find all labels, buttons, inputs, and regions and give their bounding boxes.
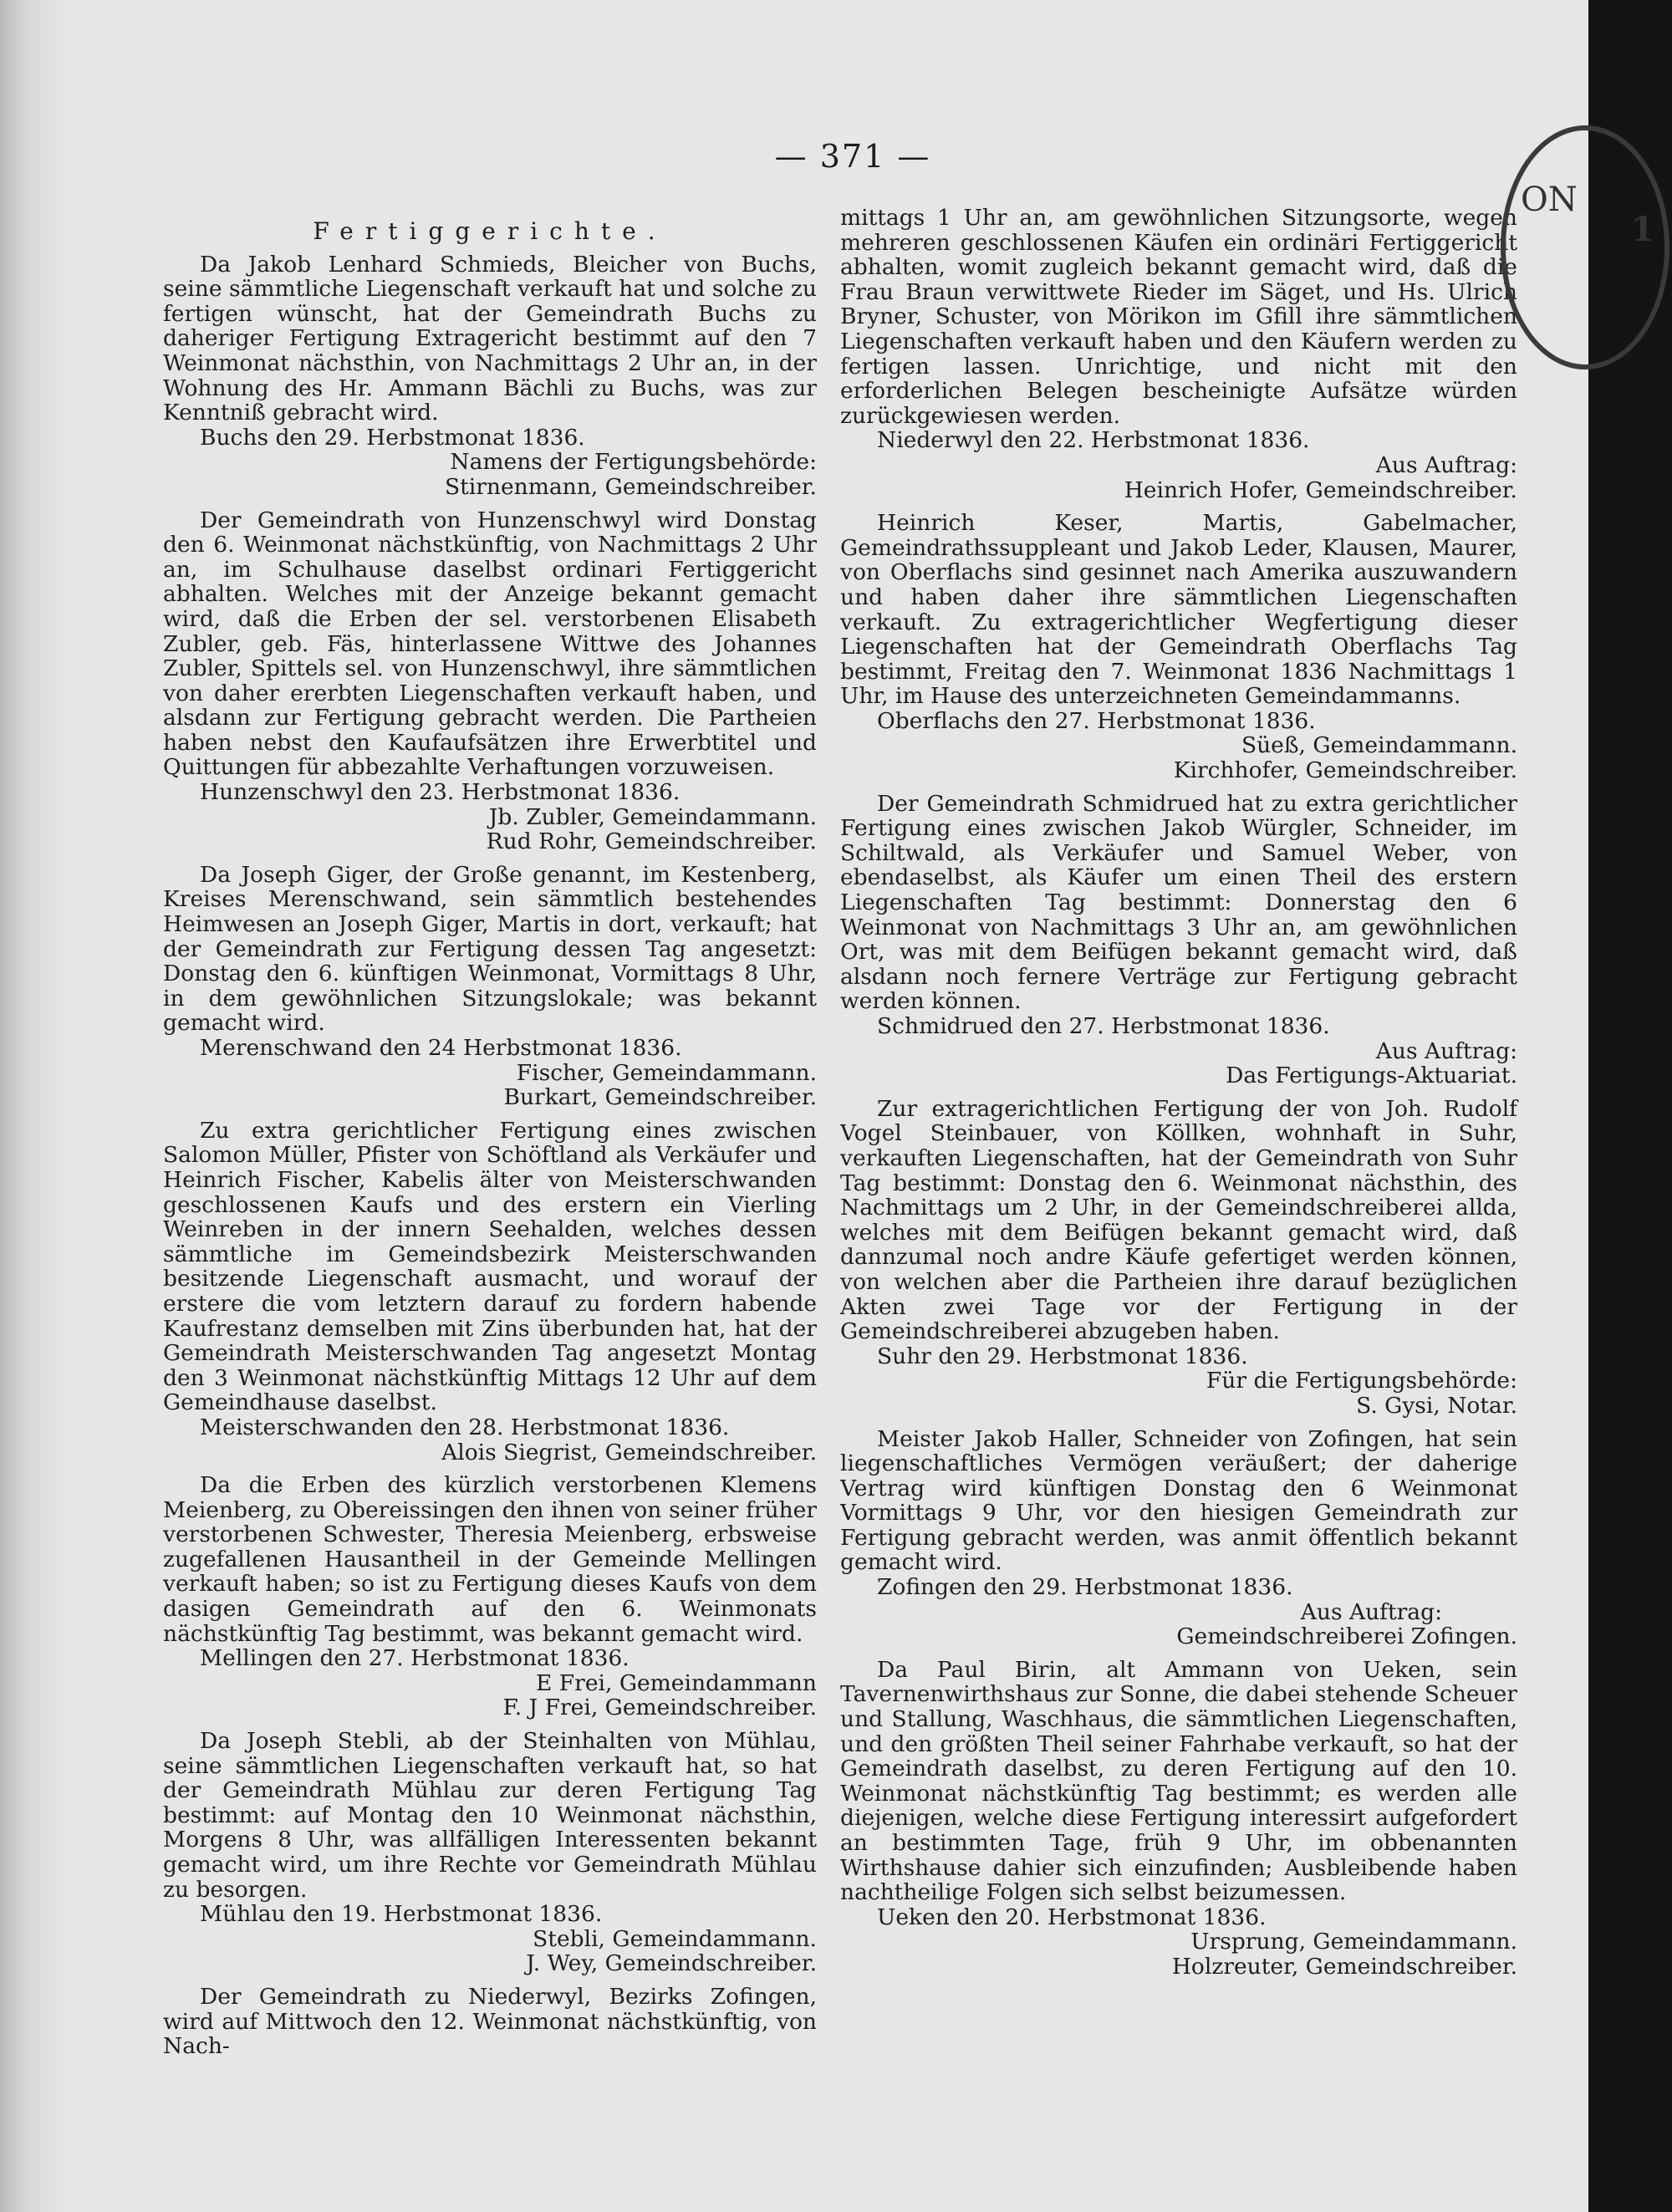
notice-paragraph: Da Jakob Lenhard Schmieds, Bleicher von Buchs, seine sämmtliche Liegenschaft verkauft hat und solche zu fertigen wünscht, hat der Gemeindrath Buchs zu daheriger Fertigung Extragericht bestimmt auf den 7 Weinmonat nächsthin, von Nachmittags 2 Uhr an, in der Wohnung des Hr. Ammann Bächli zu Buchs, was zur Kenntniß gebracht wird. (163, 251, 817, 426)
stamp-text: ON (1521, 181, 1578, 219)
notice-paragraph: Zu extra gerichtlicher Fertigung eines zwischen Salomon Müller, Pfister von Schöftland als Verkäufer und Heinrich Fischer, Kabelis älter von Meisterschwanden geschlossenen Kaufs und des erstern ein Vierling Weinreben in der innern Seehalden, welches dessen sämmtliche im Gemeindsbezirk Meisterschwanden besitzende Liegenschaft ausmacht, und worauf der erstere die vom letztern darauf zu fordern habende Kaufrestanz demselben mit Zins überbunden hat, hat der Gemeindrath Meisterschwanden Tag angesetzt Montag den 3 Weinmonat nächstkünftig Mittags 12 Uhr auf dem Gemeindhause daselbst. (163, 1117, 817, 1416)
notice-signature: Aus Auftrag: (1375, 1037, 1517, 1064)
notice-dateline: Schmidrued den 27. Herbstmonat 1836. (877, 1013, 1330, 1039)
notice-signature: E Frei, Gemeindammann (536, 1669, 817, 1696)
notice-separator (840, 1419, 1517, 1427)
notice-paragraph: Da Joseph Giger, der Große genannt, im Kestenberg, Kreises Merenschwand, sein sämmtlich bestehendes Heimwesen an Joseph Giger, Martis in dort, verkauft; hat der Gemeindrath zur Fertigung dessen Tag angesetzt: Donstag den 6. künftigen Weinmonat, Vormittags 8 Uhr, in dem gewöhnlichen Sitzungslokale; was bekannt gemacht wird. (163, 861, 817, 1037)
notice-dateline: Hunzenschwyl den 23. Herbstmonat 1836. (200, 779, 681, 806)
notice-paragraph: Da Joseph Stebli, ab der Steinhalten von Mühlau, seine sämmtlichen Liegenschaften verkauft hat, so hat der Gemeindrath Mühlau zur deren Fertigung Tag bestimmt: auf Montag den 10 Weinmonat nächsthin, Morgens 8 Uhr, was allfälligen Interessenten bekannt gemacht wird, um ihre Rechte vor Gemeindrath Mühlau zu besorgen. (163, 1728, 817, 1903)
notice-paragraph: Da die Erben des kürzlich verstorbenen Klemens Meienberg, zu Obereissingen den ihnen von seiner früher verstorbenen Schwester, Theresia Meienberg, erbsweise zugefallenen Hausantheil in der Gemeinde Mellingen verkauft haben; so ist zu Fertigung dieses Kaufs von dem dasigen Gemeindrath auf den 6. Weinmonats nächstkünftig Tag bestimmt, was bekannt gemacht wird. (163, 1472, 817, 1647)
notice-dateline: Meisterschwanden den 28. Herbstmonat 1836. (200, 1414, 730, 1440)
notice-signature: Stirnenmann, Gemeindschreiber. (444, 473, 817, 500)
notice-signature: Kirchhofer, Gemeindschreiber. (1173, 757, 1517, 784)
notice-signature: S. Gysi, Notar. (1356, 1392, 1517, 1419)
page-binding-shadow (0, 0, 67, 2212)
notice-paragraph: Meister Jakob Haller, Schneider von Zofingen, hat sein liegenschaftliches Vermögen veräußert; der daherige Vertrag wird künftigen Donstag den 6 Weinmonat Vormittags 9 Uhr, vor den hiesigen Gemeindrath zur Fertigung gebracht werden, was anmit öffentlich bekannt gemacht wird. (840, 1425, 1517, 1576)
notice-paragraph: Der Gemeindrath Schmidrued hat zu extra gerichtlicher Fertigung eines zwischen Jakob Würgler, Schneider, im Schiltwald, als Verkäufer und Samuel Weber, von ebendaselbst, als Käufer um einen Theil des erstern Liegenschaften Tag bestimmt: Donnerstag den 6 Weinmonat von Nachmittags 3 Uhr an, am gewöhnlichen Ort, was mit dem Beifügen bekannt gemacht wird, daß alsdann noch fernere Verträge zur Fertigung gebracht werden können. (840, 790, 1517, 1015)
notice-paragraph: Der Gemeindrath zu Niederwyl, Bezirks Zofingen, wird auf Mittwoch den 12. Weinmonat nächstkünftig, von Nach- (163, 1983, 817, 2060)
notice-dateline: Mühlau den 19. Herbstmonat 1836. (200, 1901, 603, 1928)
notice-signature: Stebli, Gemeindammann. (533, 1925, 817, 1952)
notice-signature: Für die Fertigungsbehörde: (1206, 1368, 1517, 1394)
notice-signature: Heinrich Hofer, Gemeindschreiber. (1124, 477, 1517, 503)
notice-dateline: Zofingen den 29. Herbstmonat 1836. (877, 1574, 1293, 1601)
notice-signature: Gemeindschreiberei Zofingen. (1176, 1623, 1517, 1650)
stamp-number: 1 (1631, 210, 1654, 249)
notice-dateline: Buchs den 29. Herbstmonat 1836. (200, 424, 585, 451)
notice-paragraph: Der Gemeindrath von Hunzenschwyl wird Donstag den 6. Weinmonat nächstkünftig, von Nachmittags 2 Uhr an, im Schulhause daselbst ordinari Fertiggericht abhalten. Welches mit der Anzeige bekannt gemacht wird, daß die Erben der sel. verstorbenen Elisabeth Zubler, geb. Fäs, hinterlassene Wittwe des Johannes Zubler, Spittels sel. von Hunzenschwyl, ihre sämmtlichen von daher ererbten Liegenschaften verkauft haben, und alsdann zur Fertigung gebracht werden. Die Partheien haben nebst den Kaufaufsätzen ihre Erwerbtitel und Quittungen für abbezahlte Verhaftungen vorzuweisen. (163, 507, 817, 781)
library-stamp (1501, 125, 1669, 370)
page-number: — 371 — (774, 138, 931, 175)
notice-signature: F. J Frei, Gemeindschreiber. (502, 1695, 817, 1721)
notice-dateline: Ueken den 20. Herbstmonat 1836. (877, 1904, 1267, 1930)
notice-signature: Fischer, Gemeindammann. (516, 1059, 817, 1086)
notice-dateline: Niederwyl den 22. Herbstmonat 1836. (877, 427, 1310, 454)
notice-signature: Ursprung, Gemeindammann. (1190, 1929, 1517, 1955)
notice-signature: Aus Auftrag: (1375, 451, 1517, 478)
notice-paragraph: Da Paul Birin, alt Ammann von Ueken, sein Tavernenwirthshaus zur Sonne, die dabei stehende Scheuer und Stallung, Waschhaus, die sämmtlichen Liegenschaften, und den größten Theil seiner Fahrhabe verkauft, so hat der Gemeindrath daselbst, zu deren Fertigung auf den 10. Weinmonat nächstkünftig Tag bestimmt; es werden alle diejenigen, welche diese Fertigung interessirt aufgefordert an bestimmten Tage, früh 9 Uhr, im obbenannten Wirthshause dahier sich einzufinden; Ausbleibende haben nachtheilige Folgen sich selbst beizumessen. (840, 1656, 1517, 1906)
right-column (840, 206, 1517, 1980)
notice-signature: Holzreuter, Gemeindschreiber. (1171, 1953, 1517, 1980)
notice-signature: Namens der Fertigungsbehörde: (450, 449, 817, 476)
notice-signature: Süeß, Gemeindammann. (1241, 732, 1517, 759)
notice-dateline: Oberflachs den 27. Herbstmonat 1836. (877, 707, 1316, 734)
notice-signature: Alois Siegrist, Gemeindschreiber. (441, 1439, 817, 1465)
notice-signature: Aus Auftrag: (1300, 1598, 1442, 1625)
notice-dateline: Suhr den 29. Herbstmonat 1836. (877, 1343, 1248, 1369)
left-column (163, 219, 817, 2059)
notice-paragraph-continued: mittags 1 Uhr an, am gewöhnlichen Sitzungsorte, wegen mehreren geschlossenen Käufen ein ordinäri Fertiggericht abhalten, womit zugleich bekannt gemacht wird, daß die Frau Braun verwittwete Rieder im Säget, und Hs. Ulrich Bryner, Schuster, von Mörikon im Gfill ihre sämmtlichen Liegenschaften verkauft haben und den Käufern werden zu fertigen lassen. Unrichtige, und nicht mit den erforderlichen Belegen bescheinigte Aufsätze würden zurückgewiesen werden. (840, 205, 1517, 429)
notice-signature: Burkart, Gemeindschreiber. (503, 1084, 817, 1111)
section-heading: Fertiggerichte. (313, 217, 667, 245)
notice-paragraph: Heinrich Keser, Martis, Gabelmacher, Gemeindrathssuppleant und Jakob Leder, Klausen, Maurer, von Oberflachs sind gesinnet nach Amerika auszuwandern und haben daher ihre sämmtlichen Liegenschaften verkauft. Zu extragerichtlicher Wegfertigung dieser Liegenschaften hat der Gemeindrath Oberflachs Tag bestimmt, Freitag den 7. Weinmonat 1836 Nachmittags 1 Uhr, im Hause des unterzeichneten Gemeindammanns. (840, 510, 1517, 710)
notice-signature: Das Fertigungs-Aktuariat. (1226, 1063, 1517, 1089)
notice-signature: Jb. Zubler, Gemeindammann. (488, 803, 817, 830)
notice-signature: J. Wey, Gemeindschreiber. (526, 1950, 817, 1977)
notice-dateline: Merenschwand den 24 Herbstmonat 1836. (200, 1035, 682, 1061)
notice-dateline: Mellingen den 27. Herbstmonat 1836. (200, 1645, 630, 1672)
notice-signature: Rud Rohr, Gemeindschreiber. (486, 828, 817, 855)
notice-paragraph: Zur extragerichtlichen Fertigung der von Joh. Rudolf Vogel Steinbauer, von Köllken, wohnhaft in Suhr, verkauften Liegenschaften, hat der Gemeindrath von Suhr Tag bestimmt: Donstag den 6. Weinmonat nächsthin, des Nachmittags um 2 Uhr, in der Gemeindschreiberei allda, welches mit dem Beifügen bekannt gemacht wird, daß dannzumal noch andre Käufe gefertiget werden können, von welchen aber die Partheien ihre darauf bezüglichen Akten zwei Tage vor der Fertigung in der Gemeindschreiberei abzugeben haben. (840, 1095, 1517, 1345)
